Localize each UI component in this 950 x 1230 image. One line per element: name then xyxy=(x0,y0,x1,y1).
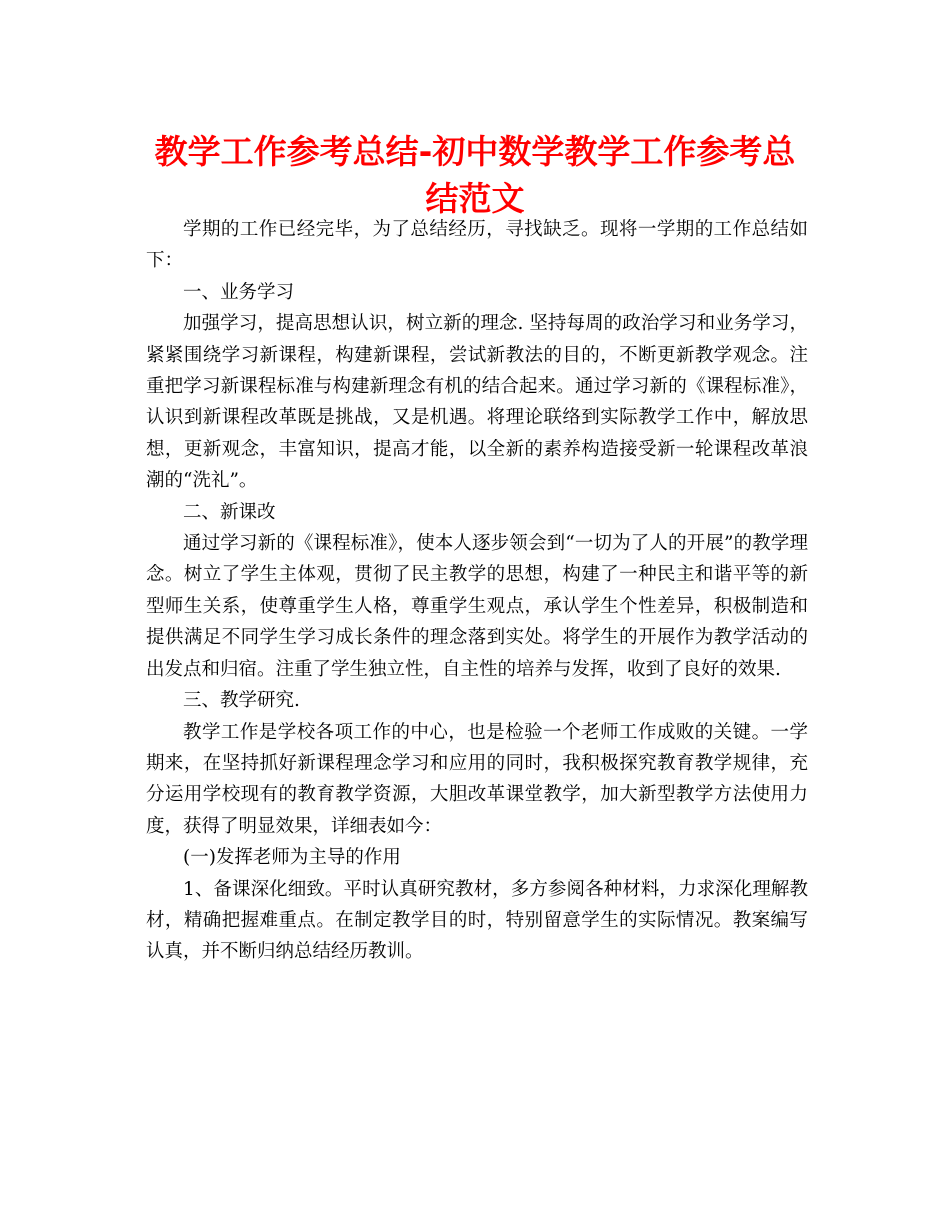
section-heading-teaching-research: 三、教学研究. xyxy=(183,690,300,712)
item-paragraph-lesson-prep: 1、备课深化细致。平时认真研究教材，多方参阅各种材料，力求深化理解教材，精确把握难重点。在制定教学目的时，特别留意学生的实际情况。教案编写认真，并不断归纳总结经历教训。 xyxy=(146,878,808,963)
section-paragraph-new-curriculum: 通过学习新的《课程标准》，使本人逐步领会到“一切为了人的开展”的教学理念。树立了学生主体观，贯彻了民主教学的思想，构建了一种民主和谐平等的新型师生关系，使尊重学生人格，尊重学生观点，承认学生个性差异，积极制造和提供满足不同学生学习成长条件的理念落到实处。将学生的开展作为教学活动的出发点和归宿。注重了学生独立性，自主性的培养与发挥，收到了良好的效果. xyxy=(146,533,808,680)
document-title: 教学工作参考总结-初中数学教学工作参考总结范文 xyxy=(154,132,796,218)
section-paragraph-business-study: 加强学习，提高思想认识，树立新的理念. 坚持每周的政治学习和业务学习，紧紧围绕学习新课程，构建新课程，尝试新教法的目的，不断更新教学观念。注重把学习新课程标准与构建新理念有机的结合起来。通过学习新的《课程标准》，认识到新课程改革既是挑战，又是机遇。将理论联络到实际教学工作中，解放思想，更新观念，丰富知识，提高才能，以全新的素养构造接受新一轮课程改革浪潮的“洗礼”。 xyxy=(146,313,808,492)
document-body xyxy=(146,214,808,968)
section-paragraph-teaching-research: 教学工作是学校各项工作的中心，也是检验一个老师工作成败的关键。一学期来，在坚持抓好新课程理念学习和应用的同时，我积极探究教育教学规律，充分运用学校现有的教育教学资源，大胆改革课堂教学，加大新型教学方法使用力度，获得了明显效果，详细表如今： xyxy=(146,721,808,837)
intro-paragraph: 学期的工作已经完毕，为了总结经历，寻找缺乏。现将一学期的工作总结如下： xyxy=(146,219,808,272)
section-heading-new-curriculum: 二、新课改 xyxy=(183,501,276,523)
section-heading-business-study: 一、业务学习 xyxy=(183,281,295,303)
subheading-teacher-role: (一)发挥老师为主导的作用 xyxy=(183,847,401,869)
